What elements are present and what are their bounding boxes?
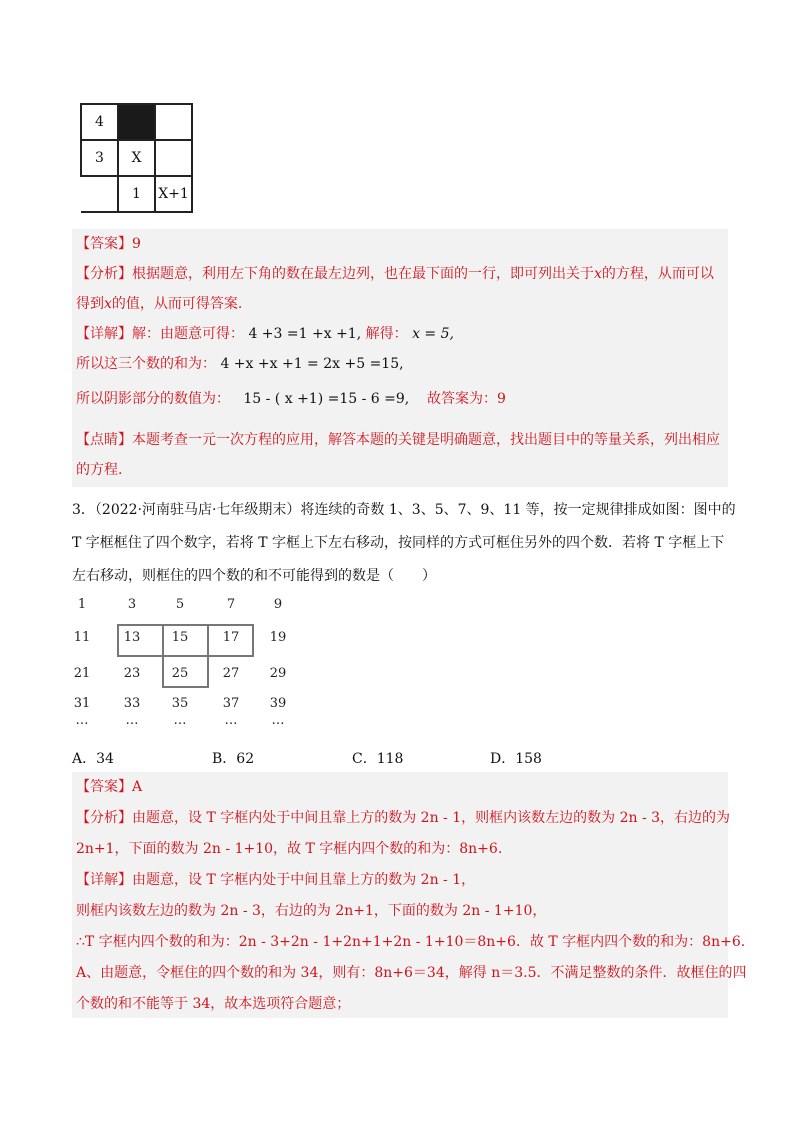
grid-number: 9 <box>273 597 283 612</box>
grid-ellipsis: … <box>224 713 238 728</box>
analysis-text: 根据题意，利用左下角的数在最左边列，也在最下面的一行，即可列出关于 <box>132 266 594 282</box>
grid-number: 7 <box>226 597 236 612</box>
comment-tag: 【点睛】 <box>76 432 132 448</box>
square-cell <box>81 176 118 212</box>
equation: 4 +x +x +1 = 2x +5 =15, <box>220 356 404 372</box>
answer-choices <box>72 748 732 768</box>
grid-number: 25 <box>171 666 189 681</box>
equation: 4 +3 =1 +x +1, <box>248 326 362 342</box>
choice-d[interactable]: D．158 <box>490 751 542 767</box>
question-text: T 字框框住了四个数字，若将 T 字框上下左右移动，按同样的方式可框住另外的四个数．若将 T 字框上下 <box>72 535 725 551</box>
variable-x: x <box>104 296 112 312</box>
equation: x = 5, <box>412 326 454 342</box>
square-cell: 4 <box>81 104 118 140</box>
grid-number: 17 <box>222 630 240 645</box>
final-answer: 故答案为：9 <box>427 391 506 407</box>
choice-a[interactable]: A．34 <box>72 751 114 767</box>
grid-number: 1 <box>77 597 87 612</box>
answer-block-2 <box>72 772 755 1018</box>
choice-c[interactable]: C．118 <box>352 751 404 767</box>
shaded-cell <box>118 104 155 140</box>
grid-number: 31 <box>73 696 91 711</box>
detail-line <box>76 319 724 349</box>
detail-tag: 【详解】 <box>76 326 132 342</box>
detail-text: 所以这三个数的和为： <box>76 356 216 372</box>
t-frame-left <box>117 624 164 657</box>
sum-line <box>76 349 724 379</box>
grid-number: 15 <box>171 630 189 645</box>
detail-line-1: 【详解】由题意，设 T 字框内处于中间且靠上方的数为 2n - 1， <box>76 872 476 888</box>
grid-number: 5 <box>175 597 185 612</box>
grid-number: 23 <box>123 666 141 681</box>
grid-number: 19 <box>269 630 287 645</box>
analysis-text: 的值，从而可得答案. <box>111 296 243 312</box>
answer-line <box>76 229 724 259</box>
grid-ellipsis: … <box>75 713 89 728</box>
square-cell <box>155 104 192 140</box>
answer-value: 9 <box>132 236 141 252</box>
square-cell <box>155 140 192 176</box>
analysis-text: 得到 <box>76 296 104 312</box>
detail-line-5: 个数的和不能等于 34，故本选项符合题意； <box>76 996 351 1012</box>
choice-b[interactable]: B．62 <box>212 751 255 767</box>
grid-number: 13 <box>123 630 141 645</box>
analysis-line-2 <box>76 289 724 319</box>
question-text: 左右移动，则框住的四个数的和不可能得到的数是（ ） <box>72 568 436 584</box>
grid-number: 27 <box>222 666 240 681</box>
magic-square-figure <box>80 103 193 213</box>
detail-text: 所以阴影部分的数值为： <box>76 391 230 407</box>
analysis-text: 的方程，从而可以 <box>601 266 714 282</box>
grid-ellipsis: … <box>173 713 187 728</box>
grid-number: 21 <box>73 666 91 681</box>
equation: 15 - ( x +1) =15 - 6 =9, <box>243 391 410 407</box>
grid-ellipsis: … <box>125 713 139 728</box>
grid-ellipsis: … <box>271 713 285 728</box>
grid-number: 37 <box>222 696 240 711</box>
t-frame-bottom <box>162 655 209 688</box>
grid-number: 3 <box>127 597 137 612</box>
square-cell: X <box>118 140 155 176</box>
grid-number: 29 <box>269 666 287 681</box>
t-frame-right <box>207 624 254 657</box>
question-text: 3．（2022·河南驻马店·七年级期末）将连续的奇数 1、3、5、7、9、11 等，按一定规律排成如图：图中的 <box>72 502 736 518</box>
detail-line-3: ∴T 字框内四个数的和为：2n - 3+2n - 1+2n+1+2n - 1+10＝8n+6．故 T 字框内四个数的和为：8n+6． <box>76 934 755 950</box>
grid-number: 39 <box>269 696 287 711</box>
square-cell: X+1 <box>155 176 192 212</box>
square-cell: 1 <box>118 176 155 212</box>
t-frame-middle <box>162 624 209 657</box>
grid-number: 33 <box>123 696 141 711</box>
shade-line <box>76 379 724 419</box>
answer-value: A <box>132 779 143 795</box>
detail-text: 解得： <box>365 326 408 342</box>
answer-block-1 <box>72 229 728 487</box>
analysis-tag: 【分析】 <box>76 266 132 282</box>
variable-x: x <box>594 266 602 282</box>
grid-number: 11 <box>73 630 91 645</box>
comment-line-1 <box>76 425 724 455</box>
odd-number-grid <box>68 595 328 740</box>
comment-text: 本题考查一元一次方程的应用，解答本题的关键是明确题意，找出题目中的等量关系，列出相应 <box>132 432 720 448</box>
square-cell: 3 <box>81 140 118 176</box>
detail-line-4: A、由题意，令框住的四个数的和为 34，则有：8n+6＝34，解得 n＝3.5．不满足整数的条件．故框住的四 <box>76 965 747 981</box>
detail-text: 解：由题意可得： <box>132 326 244 342</box>
question-3 <box>72 494 736 593</box>
comment-text: 的方程. <box>76 462 123 478</box>
answer-tag: 【答案】 <box>76 779 132 795</box>
analysis-line-1: 【分析】由题意，设 T 字框内处于中间且靠上方的数为 2n - 1，则框内该数左边的数为 2n - 3，右边的为 <box>76 810 731 826</box>
grid-number: 35 <box>171 696 189 711</box>
answer-line <box>76 772 724 803</box>
comment-line-2 <box>76 455 724 485</box>
analysis-line-2: 2n+1，下面的数为 2n - 1+10，故 T 字框内四个数的和为：8n+6. <box>76 841 503 857</box>
analysis-line-1 <box>76 259 724 289</box>
answer-tag: 【答案】 <box>76 236 132 252</box>
detail-line-2: 则框内该数左边的数为 2n - 3，右边的为 2n+1，下面的数为 2n - 1+10， <box>76 903 547 919</box>
